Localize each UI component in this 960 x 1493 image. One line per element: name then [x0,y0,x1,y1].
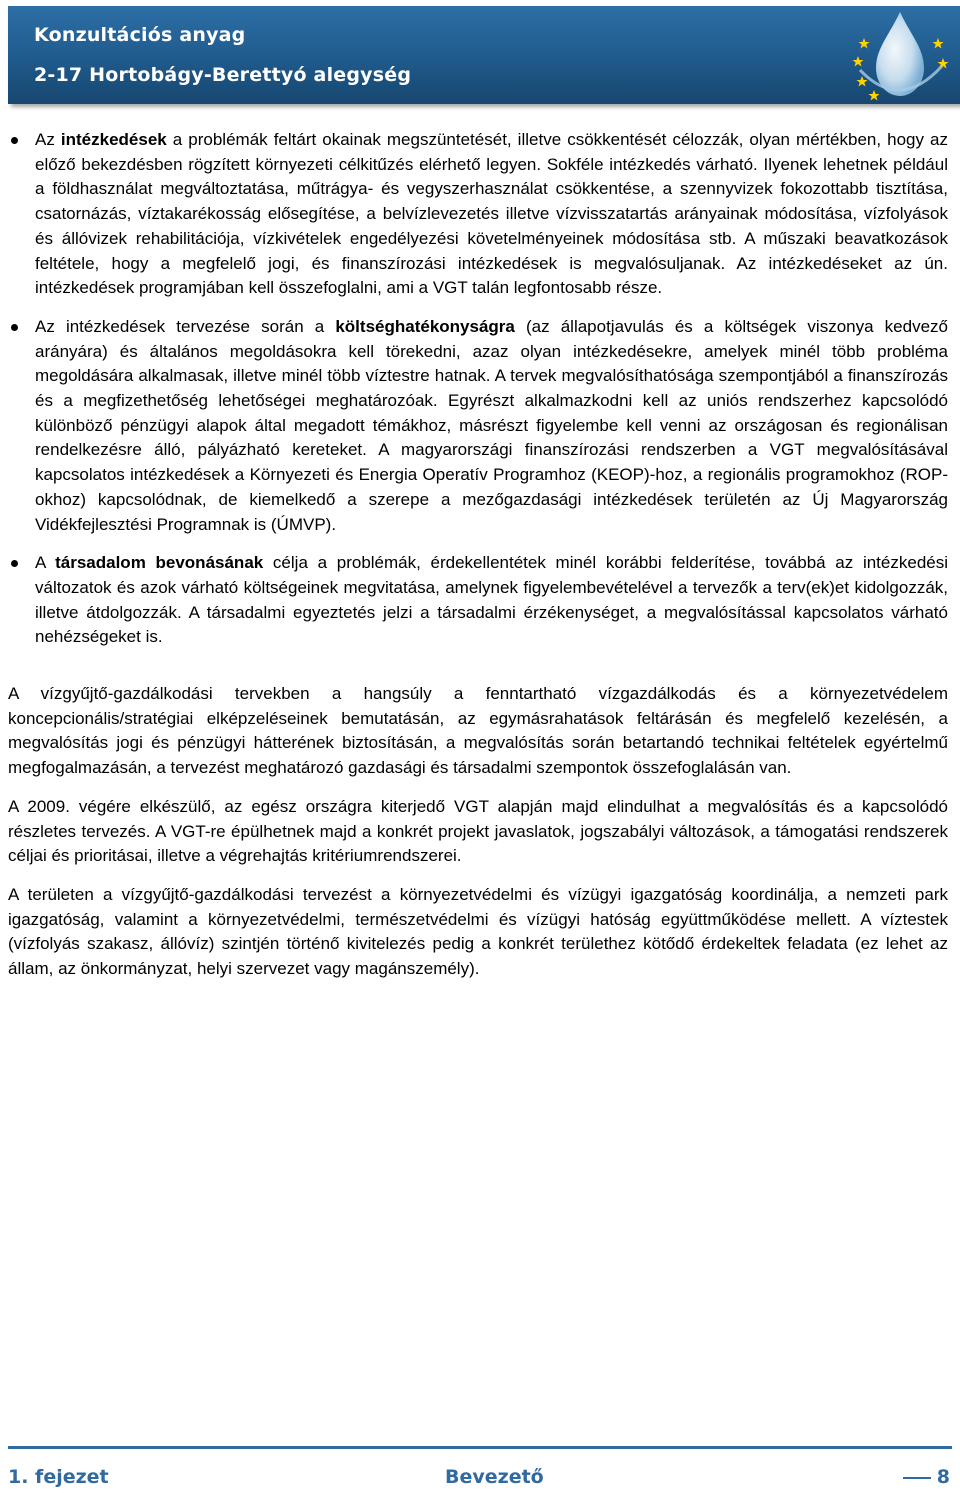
bullet-dot-icon [11,324,18,331]
bullet-text: a problémák feltárt okainak megszüntetését, illetve csökkentését célozzák, olyan mértékben, hogy az előző bekezdésben rögzített környezeti célkitűzés elérhető legyen. Sokféle intézkedés várható. Ilyenek lehetnek például a földhasználat megváltoztatása, műtrágya- és vegyszerhasználat csökkentése, a szennyvizek fokozottabb tisztítása, csatornázás, víztakarékosság elősegítése, a belvízlevezetés illetve vízvisszatartás arányainak módosítása, vízfolyások és állóvizek rehabilitációja, vízkivételek engedélyezési követelményeinek módosítása stb. A műszaki beavatkozások feltétele, hogy a megfelelő jogi, és finanszírozási intézkedések is megvalósuljanak. Az intézkedéseket az ún. intézkedések programjában kell összefoglalni, ami a VGT talán legfontosabb része. [35,130,948,298]
footer-divider [8,1446,952,1449]
document-body [8,128,948,996]
bold-term: költséghatékonyságra [335,316,515,336]
bullet-text: (az állapotjavulás és a költségek viszonya kedvező arányára) és általános megoldásokra kell törekedni, azaz olyan intézkedésekre, amelyek minél több probléma megoldására alkalmasak, illetve minél több víztestre hatnak. A tervek megvalósíthatósága szempontjából a finanszírozás és a megfizethetőség lehetőségei meghatározóak. Egyrészt alkalmazkodni kell az uniós rendszerhez kapcsolódó különböző pénzügyi alapok által megadott témákhoz, másrészt figyelembe kell venni az országosan és regionálisan rendelkezésre álló, pályázható kereteket. A magyarországi finanszírozási rendszerben a VGT megvalósításával kapcsolatos intézkedések a Környezeti és Energia Operatív Programhoz (KEOP)-hoz, a regionális programokhoz (ROP-okhoz) kapcsolódnak, de kiemelkedő a szerepe a mezőgazdasági intézkedések területén az Új Magyarország Vidékfejlesztési Programnak is (ÚMVP). [35,316,948,534]
bullet-text: Az [35,130,61,149]
bullet-text: célja a problémák, érdekellentétek minél korábbi felderítése, továbbá az intézkedési változatok és azok várható költségeinek megvitatása, amelynek figyelembevételével a tervezők a terv(ek)et kidolgozzák, illetve átdolgozzák. A társadalmi egyeztetés jelzi a társadalmi érzékenységet, a megvalósítással kapcsolatos várható nehézségeket is. [35,553,949,647]
footer-page [903,1466,950,1488]
bullet-text: Az intézkedések tervezése során a [35,316,336,336]
page-footer [8,1466,950,1490]
bullet-list [8,128,948,650]
bullet-item [8,128,948,301]
paragraph-1: A vízgyűjtő-gazdálkodási tervekben a hangsúly a fenntartható vízgazdálkodás és a környezetvédelem koncepcionális/stratégiai elképzeléseinek bemutatásán, az egymásrahatások feltárásán és megfelelő kezelésén, a megvalósítás jogi és pénzügyi hátterének biztosításán, a megvalósítás során betartandó technikai feltételek egyértelmű megfogalmazásán, a tervezést meghatározó gazdasági és társadalmi szempontok összefoglalásán van. [8,684,948,778]
eu-water-drop-logo-icon [842,8,952,108]
bullet-item [8,551,948,650]
bullet-dot-icon [11,137,18,144]
bullet-text: A [35,553,56,573]
bold-term: intézkedések [60,130,167,149]
footer-section: Bevezető [445,1466,544,1488]
bold-term: társadalom bevonásának [55,553,264,573]
header-subtitle: 2-17 Hortobágy-Berettyó alegység [34,64,412,86]
footer-dash [903,1477,931,1479]
bullet-dot-icon [11,560,18,567]
paragraph-2: A 2009. végére elkészülő, az egész országra kiterjedő VGT alapján majd elindulhat a megvalósítás és a kapcsolódó részletes tervezés. A VGT-re épülhetnek majd a konkrét projekt javaslatok, jogszabályi változások, a támogatási rendszerek céljai és prioritásai, illetve a végrehajtás kritériumrendszerei. [8,796,948,866]
page-header [8,6,960,104]
footer-page-number: 8 [936,1466,950,1488]
paragraph-3: A területen a vízgyűjtő-gazdálkodási tervezést a környezetvédelmi és vízügyi igazgatóság koordinálja, a nemzeti park igazgatóság, valamint a környezetvédelmi, természetvédelmi és vízügyi hatóság együttműködése mellett. A víztestek (vízfolyás szakasz, állóvíz) szintjén történő kivitelezés pedig a konkrét területhez kötődő érdekeltek feladata (ez lehet az állam, az önkormányzat, helyi szervezet vagy magánszemély). [8,884,948,979]
footer-chapter: 1. fejezet [8,1466,109,1488]
header-title: Konzultációs anyag [34,24,246,46]
bullet-item [8,315,948,537]
